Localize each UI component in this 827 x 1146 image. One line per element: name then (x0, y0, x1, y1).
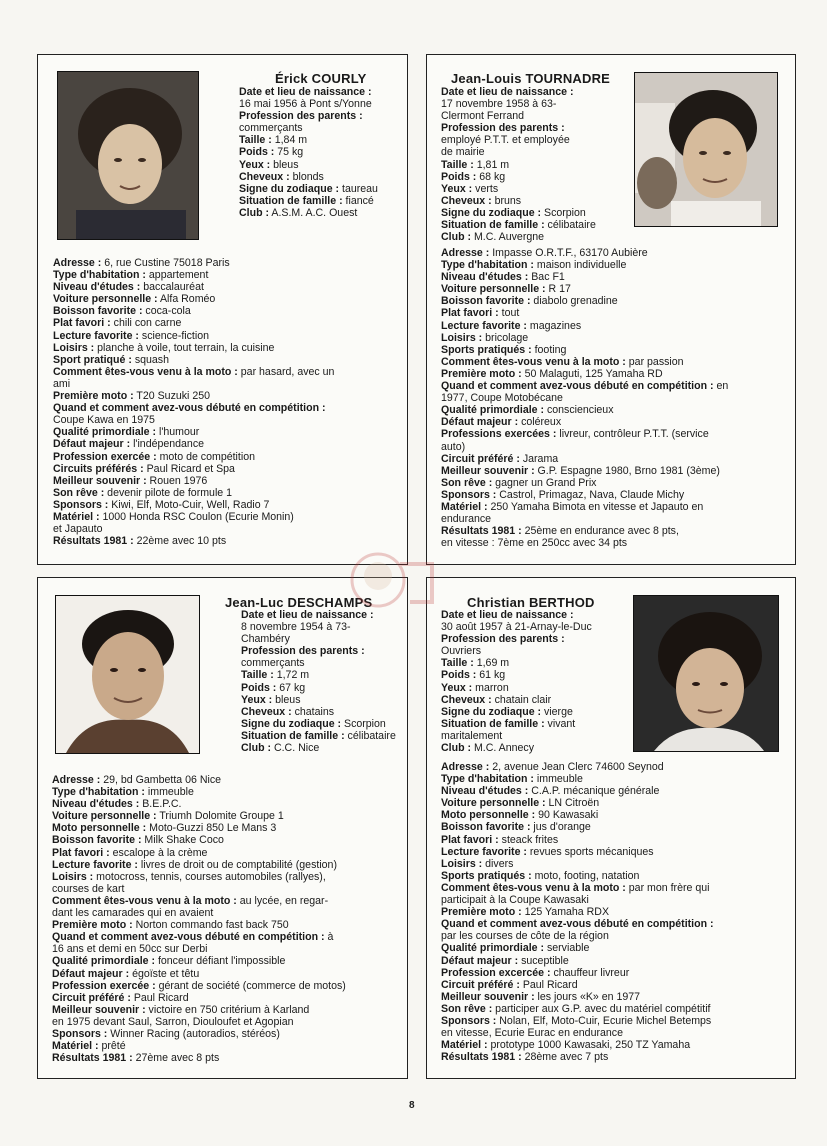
info-line: Signe du zodiaque : taureau (239, 182, 378, 195)
info-line: auto) (441, 440, 466, 453)
info-line: Voiture personnelle : R 17 (441, 283, 571, 296)
info-line: Loisirs : divers (441, 857, 514, 870)
info-line: Poids : 67 kg (241, 681, 306, 694)
watermark-logo (340, 540, 450, 630)
info-line: Résultats 1981 : 22ème avec 10 pts (53, 535, 227, 548)
info-line: commerçants (241, 657, 305, 670)
rider-name (451, 71, 610, 86)
info-line: Matériel : prototype 1000 Kawasaki, 250 TZ Yamaha (441, 1039, 691, 1052)
info-line: Circuits préférés : Paul Ricard et Spa (53, 462, 235, 475)
info-line: Sport pratiqué : squash (53, 353, 169, 366)
info-line: Plat favori : tout (441, 307, 520, 320)
info-line: Loisirs : bricolage (441, 331, 529, 344)
info-line: Meilleur souvenir : les jours «K» en 1977 (441, 990, 641, 1003)
info-line: endurance (441, 513, 492, 526)
info-line: Résultats 1981 : 27ème avec 8 pts (52, 1052, 220, 1065)
info-line: Chambéry (241, 633, 290, 646)
info-line: 16 ans et demi en 50cc sur Derbi (52, 943, 208, 956)
info-line: Poids : 75 kg (239, 146, 304, 159)
first-name: Érick (275, 71, 308, 86)
info-line: Situation de famille : célibataire (441, 219, 596, 232)
info-line: Sponsors : Winner Racing (autoradios, stéréos) (52, 1027, 280, 1040)
info-line: Profession des parents : (241, 645, 365, 658)
info-line: Quand et comment avez-vous débuté en compétition : à (52, 931, 334, 944)
info-line: Sponsors : Kiwi, Elf, Moto-Cuir, Well, Radio 7 (53, 498, 270, 511)
rider-photo (55, 595, 200, 754)
info-line: Meilleur souvenir : victoire en 750 critérium à Karland (52, 1003, 310, 1016)
info-line: Adresse : Impasse O.R.T.F., 63170 Aubière (441, 247, 648, 259)
info-line: Signe du zodiaque : Scorpion (241, 717, 386, 730)
info-line: Moto personnelle : 90 Kawasaki (441, 809, 599, 822)
info-line: Quand et comment avez-vous débuté en compétition : (441, 918, 714, 931)
info-line: Défaut majeur : suceptible (441, 954, 569, 967)
info-line: Ouvriers (441, 645, 482, 658)
info-line: Taille : 1,84 m (239, 134, 308, 147)
info-line: Sponsors : Castrol, Primagaz, Nava, Claude Michy (441, 488, 685, 501)
info-line: 16 mai 1956 à Pont s/Yonne (239, 98, 372, 111)
rider-bottom-info (52, 774, 405, 1064)
info-line: Date et lieu de naissance : (441, 86, 574, 98)
info-line: Lecture favorite : livres de droit ou de comptabilité (gestion) (52, 858, 337, 871)
info-line: et Japauto (53, 523, 103, 536)
info-line: Défaut majeur : l'indépendance (53, 438, 205, 451)
last-name: DESCHAMPS (287, 595, 373, 610)
rider-top-info (239, 86, 404, 219)
info-line: Lecture favorite : magazines (441, 319, 582, 332)
info-line: Cheveux : chatains (241, 705, 335, 718)
info-line: Coupe Kawa en 1975 (53, 414, 155, 427)
info-line: de mairie (441, 146, 485, 159)
info-line: Taille : 1,81 m (441, 158, 510, 171)
info-line: en vitesse, Ecurie Eurac en endurance (441, 1027, 623, 1040)
rider-top-info (241, 609, 406, 754)
info-line: 8 novembre 1954 à 73- (241, 621, 351, 634)
rider-card-deschamps (37, 577, 408, 1079)
rider-top-info (441, 86, 631, 243)
info-line: Première moto : Norton commando fast back 750 (52, 919, 289, 932)
info-line: Matériel : 250 Yamaha Bimota en vitesse et Japauto en (441, 500, 704, 513)
first-name: Jean-Louis (451, 71, 522, 86)
info-line: Taille : 1,72 m (241, 669, 310, 682)
info-line: Profession excercée : chauffeur livreur (441, 966, 630, 979)
info-line: Défaut majeur : coléreux (441, 416, 562, 429)
info-line: Type d'habitation : immeuble (52, 786, 194, 799)
info-line: Comment êtes-vous venu à la moto : par hasard, avec un (53, 365, 335, 378)
rider-card-tournadre (426, 54, 796, 565)
info-line: Matériel : 1000 Honda RSC Coulon (Ecurie Monin) (53, 510, 294, 523)
info-line: Défaut majeur : égoïste et têtu (52, 967, 200, 980)
info-line: Lecture favorite : revues sports mécaniques (441, 845, 654, 858)
info-line: Quand et comment avez-vous débuté en compétition : en (441, 380, 729, 393)
info-line: Adresse : 29, bd Gambetta 06 Nice (52, 774, 222, 786)
info-line: Résultats 1981 : 28ème avec 7 pts (441, 1051, 609, 1064)
info-line: Résultats 1981 : 25ème en endurance avec 8 pts, (441, 525, 679, 538)
info-line: Signe du zodiaque : Scorpion (441, 206, 586, 219)
info-line: Yeux : verts (441, 182, 499, 195)
info-line: Boisson favorite : jus d'orange (441, 821, 591, 834)
info-line: Cheveux : bruns (441, 194, 522, 207)
page-number: 8 (409, 1100, 415, 1111)
info-line: Profession des parents : (441, 122, 565, 135)
info-line: courses de kart (52, 882, 125, 895)
info-line: Date et lieu de naissance : (441, 609, 574, 621)
info-line: Comment êtes-vous venu à la moto : par passion (441, 355, 684, 368)
info-line: Comment êtes-vous venu à la moto : par mon frère qui (441, 881, 710, 894)
info-line: Moto personnelle : Moto-Guzzi 850 Le Mans 3 (52, 822, 277, 835)
info-line: Niveau d'études : Bac F1 (441, 271, 565, 284)
info-line: Sports pratiqués : moto, footing, natation (441, 869, 640, 882)
info-line: Niveau d'études : C.A.P. mécanique générale (441, 785, 660, 798)
info-line: Signe du zodiaque : vierge (441, 705, 573, 718)
info-line: Club : M.C. Auvergne (441, 231, 545, 244)
info-line: ami (53, 377, 71, 390)
info-line: Profession exercée : gérant de société (commerce de motos) (52, 979, 346, 992)
rider-name (467, 595, 595, 610)
info-line: Type d'habitation : appartement (53, 269, 209, 282)
rider-card-berthod (426, 577, 796, 1079)
info-line: Niveau d'études : B.E.P.C. (52, 798, 182, 811)
info-line: Situation de famille : vivant (441, 717, 576, 730)
last-name: BERTHOD (528, 595, 595, 610)
info-line: Matériel : prêté (52, 1040, 126, 1053)
info-line: en 1975 devant Saul, Sarron, Diouloufet et Agopian (52, 1015, 294, 1028)
info-line: Poids : 61 kg (441, 669, 506, 682)
info-line: par les courses de côte de la région (441, 930, 609, 943)
info-line: Yeux : bleus (239, 158, 299, 171)
rider-photo (634, 72, 778, 227)
info-line: Boisson favorite : coca-cola (53, 305, 191, 318)
info-line: Sponsors : Nolan, Elf, Moto-Cuir, Ecurie Michel Betemps (441, 1014, 712, 1027)
info-line: Yeux : marron (441, 681, 509, 694)
info-line: Meilleur souvenir : G.P. Espagne 1980, Brno 1981 (3ème) (441, 464, 720, 477)
first-name: Jean-Luc (225, 595, 284, 610)
info-line: Lecture favorite : science-fiction (53, 329, 210, 342)
info-line: Profession des parents : (239, 110, 363, 123)
info-line: 17 novembre 1958 à 63- (441, 98, 557, 111)
info-line: Circuit préféré : Paul Ricard (52, 991, 189, 1004)
info-line: Plat favori : escalope à la crème (52, 846, 208, 859)
info-line: employé P.T.T. et employée (441, 134, 570, 147)
info-line: Situation de famille : célibataire (241, 729, 396, 742)
info-line: en vitesse : 7ème en 250cc avec 34 pts (441, 537, 628, 550)
info-line: Type d'habitation : maison individuelle (441, 259, 627, 272)
info-line: Première moto : T20 Suzuki 250 (53, 390, 211, 403)
info-line: Boisson favorite : Milk Shake Coco (52, 834, 224, 847)
info-line: Cheveux : blonds (239, 170, 324, 183)
rider-bottom-info (53, 257, 405, 547)
rider-card-courly (37, 54, 408, 565)
info-line: Club : A.S.M. A.C. Ouest (239, 206, 358, 219)
info-line: Son rêve : participer aux G.P. avec du matériel compétitif (441, 1002, 711, 1015)
info-line: Club : M.C. Annecy (441, 742, 535, 755)
rider-name (275, 71, 367, 86)
info-line: Clermont Ferrand (441, 110, 525, 123)
last-name: TOURNADRE (525, 71, 611, 86)
info-line: maritalement (441, 729, 503, 742)
info-line: Loisirs : motocross, tennis, courses automobiles (rallyes), (52, 870, 326, 883)
info-line: Date et lieu de naissance : (239, 86, 372, 98)
info-line: Yeux : bleus (241, 693, 301, 706)
info-line: Circuit préféré : Paul Ricard (441, 978, 578, 991)
info-line: Club : C.C. Nice (241, 742, 320, 755)
rider-bottom-info (441, 247, 793, 549)
info-line: Poids : 68 kg (441, 170, 506, 183)
rider-bottom-info (441, 761, 793, 1063)
rider-top-info (441, 609, 631, 754)
info-line: Type d'habitation : immeuble (441, 773, 583, 786)
info-line: 1977, Coupe Motobécane (441, 392, 563, 405)
info-line: Qualité primordiale : l'humour (53, 426, 200, 439)
last-name: COURLY (311, 71, 367, 86)
info-line: Adresse : 2, avenue Jean Clerc 74600 Seynod (441, 761, 664, 773)
info-line: Situation de famille : fiancé (239, 194, 374, 207)
info-line: Voiture personnelle : Triumh Dolomite Groupe 1 (52, 810, 284, 823)
info-line: Loisirs : planche à voile, tout terrain, la cuisine (53, 341, 275, 354)
info-line: dant les camarades qui en avaient (52, 907, 214, 920)
info-line: Circuit préféré : Jarama (441, 452, 559, 465)
info-line: Profession exercée : moto de compétition (53, 450, 255, 463)
info-line: Qualité primordiale : serviable (441, 942, 590, 955)
info-line: Plat favori : steack frites (441, 833, 559, 846)
info-line: Date et lieu de naissance : (241, 609, 374, 621)
info-line: Voiture personnelle : Alfa Roméo (53, 293, 216, 306)
info-line: Taille : 1,69 m (441, 657, 510, 670)
info-line: Niveau d'études : baccalauréat (53, 281, 204, 294)
rider-photo (57, 71, 199, 240)
info-line: Sports pratiqués : footing (441, 343, 567, 356)
info-line: Son rêve : devenir pilote de formule 1 (53, 486, 233, 499)
info-line: Profession des parents : (441, 633, 565, 646)
info-line: participait à la Coupe Kawasaki (441, 894, 589, 907)
info-line: Son rêve : gagner un Grand Prix (441, 476, 597, 489)
info-line: Voiture personnelle : LN Citroën (441, 797, 600, 810)
info-line: Première moto : 125 Yamaha RDX (441, 906, 610, 919)
info-line: Première moto : 50 Malaguti, 125 Yamaha RD (441, 367, 663, 380)
info-line: Boisson favorite : diabolo grenadine (441, 295, 618, 308)
rider-photo (633, 595, 779, 752)
info-line: Meilleur souvenir : Rouen 1976 (53, 474, 208, 487)
info-line: Comment êtes-vous venu à la moto : au lycée, en regar- (52, 894, 329, 907)
info-line: Cheveux : chatain clair (441, 693, 552, 706)
info-line: Adresse : 6, rue Custine 75018 Paris (53, 257, 230, 269)
info-line: Plat favori : chili con carne (53, 317, 182, 330)
info-line: Qualité primordiale : consciencieux (441, 404, 614, 417)
first-name: Christian (467, 595, 526, 610)
info-line: Professions exercées : livreur, contrôleur P.T.T. (service (441, 428, 709, 441)
info-line: 30 août 1957 à 21-Arnay-le-Duc (441, 621, 592, 634)
info-line: Qualité primordiale : fonceur défiant l'impossible (52, 955, 286, 968)
info-line: commerçants (239, 122, 303, 135)
info-line: Quand et comment avez-vous débuté en compétition : (53, 402, 326, 415)
